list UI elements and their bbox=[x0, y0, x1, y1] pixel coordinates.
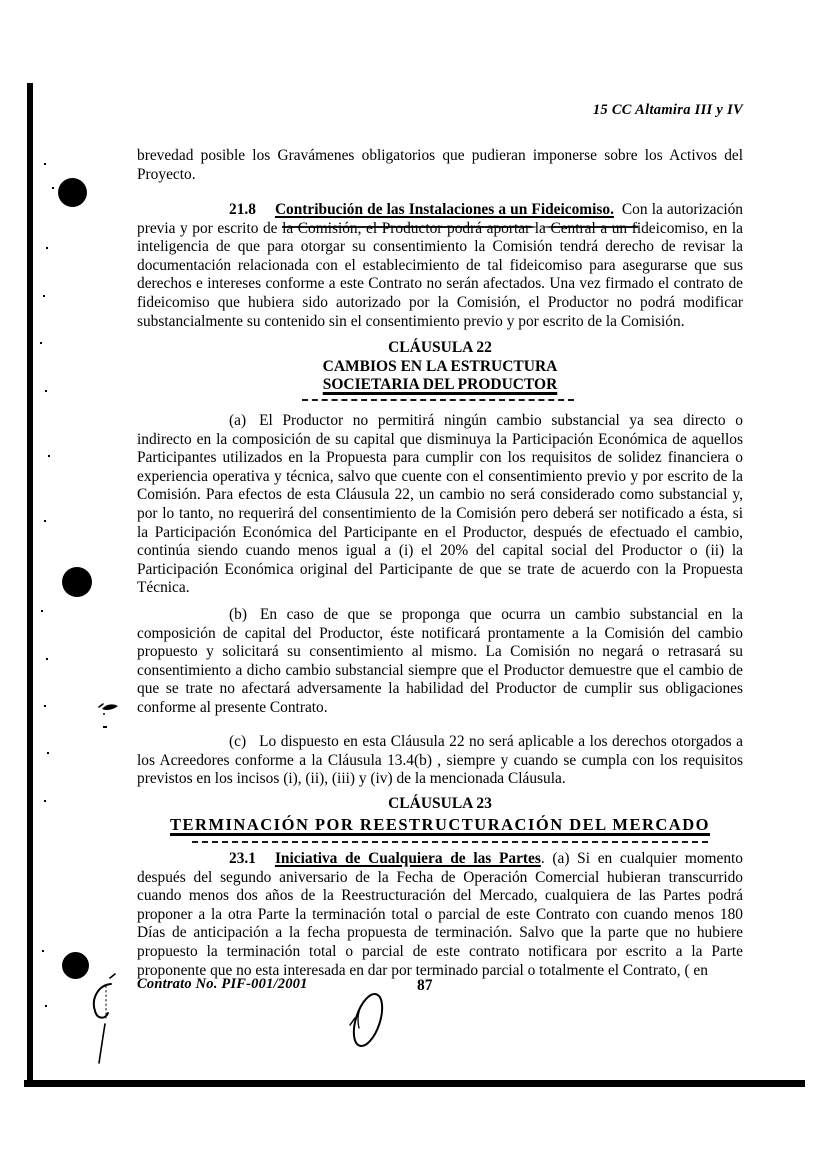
punch-hole-middle bbox=[62, 567, 92, 597]
scan-speck bbox=[103, 726, 107, 728]
footer-page-number: 87 bbox=[417, 977, 433, 994]
paragraph-b-label: (b) bbox=[229, 606, 247, 623]
paragraph-b-text: En caso de que se proponga que ocurra un cambio substancial en la composición de capital del Productor, éste notificará prontamente a la Comisión del cambio propuesto y solicitará su consentimiento al mismo. La Comisión no negará o retrasará su consentimiento a dicho cambio substancial siempre que el Productor demuestre que el cambio de que se trate no afectará adversamente la habilidad del Productor de cumplir sus obligaciones conforme al presente Contrato. bbox=[137, 606, 743, 716]
clause-22-paragraph-c bbox=[137, 733, 743, 789]
handwritten-check-mark bbox=[98, 700, 122, 716]
scan-underline-artifact bbox=[302, 399, 574, 401]
section-21-8-paragraph bbox=[137, 201, 743, 331]
clause-23-number: CLÁUSULA 23 bbox=[388, 795, 492, 812]
section-21-8-number: 21.8 bbox=[229, 201, 256, 218]
paragraph-continuation: brevedad posible los Gravámenes obligatorios que pudieran imponerse sobre los Activos del Proyecto. bbox=[137, 147, 743, 183]
punch-hole-bottom bbox=[62, 952, 89, 979]
footer-contract-number: Contrato No. PIF-001/2001 bbox=[137, 976, 308, 992]
section-21-8-title: Contribución de las Instalaciones a un Fideicomiso. bbox=[274, 201, 614, 218]
section-23-1-body: . (a) Si en cualquier momento después del segundo aniversario de la Fecha de Operación Comercial hubieran transcurrido cuando menos dos años de la Reestructuración del Mercado, cualquiera de las Partes podrá proponer a la otra Parte la terminación total o parcial de este Contrato con cuando menos 180 Días de anticipación a la fecha propuesta de terminación. Salvo que la parte que no hubiere propuesto la terminación total o parcial de este contrato notificara por escrito a la Parte proponente que no esta interesada en dar por terminado parcial o totalmente el Contrato, ( en bbox=[137, 850, 743, 979]
clause-23-title: TERMINACIÓN POR REESTRUCTURACIÓN DEL MERCADO bbox=[170, 814, 710, 834]
scan-noise-specks bbox=[44, 163, 46, 165]
scan-edge-line-left bbox=[27, 83, 33, 1087]
punch-hole-top bbox=[58, 178, 87, 207]
clause-22-paragraph-b bbox=[137, 606, 743, 718]
handwritten-margin-squiggle bbox=[86, 973, 118, 1065]
clause-22-number: CLÁUSULA 22 bbox=[388, 339, 492, 356]
paragraph-c-label: (c) bbox=[229, 733, 247, 750]
paragraph-c-text: Lo dispuesto en esta Cláusula 22 no será aplicable a los derechos otorgados a los Acreedores conforme a la Cláusula 13.4(b) , siempre y cuando se cumpla con los requisitos previstos en los incisos (i), (ii), (iii) y (iv) de la mencionada Cláusula. bbox=[137, 733, 743, 788]
section-23-1-title: Iniciativa de Cualquiera de las Partes bbox=[274, 850, 541, 867]
clause-23-heading bbox=[137, 795, 743, 835]
section-23-1-paragraph bbox=[137, 850, 743, 980]
handwritten-oval-mark bbox=[346, 990, 390, 1054]
clause-22-heading bbox=[137, 339, 743, 395]
paragraph-a-text: El Productor no permitirá ningún cambio substancial ya sea directo o indirecto en la composición de su capital que disminuya la Participación Económica de aquellos Participantes utilizados en la Propuesta para cumplir con los requisitos de solidez financiera o experiencia operativa y técnica, salvo que cuente con el consentimiento previo y por escrito de la Comisión. Para efectos de esta Cláusula 22, un cambio no será considerado como substancial y, por lo tanto, no requerirá del consentimiento de la Comisión pero deberá ser notificado a ésta, si la Participación Económica del Participante en el Productor, después de efectuado el cambio, continúa siendo cuando menos igual a (i) el 20% del capital social del Productor o (ii) la Participación Económica original del Participante de que se trate de acuerdo con la Propuesta Técnica. bbox=[137, 412, 743, 597]
scan-underline-artifact bbox=[282, 226, 638, 228]
scan-underline-artifact bbox=[192, 841, 708, 843]
scan-edge-line-bottom bbox=[24, 1080, 805, 1087]
clause-22-paragraph-a bbox=[137, 412, 743, 598]
clause-22-title-line1: CAMBIOS EN LA ESTRUCTURA bbox=[322, 357, 558, 375]
paragraph-a-label: (a) bbox=[229, 412, 247, 429]
document-reference-header: 15 CC Altamira III y IV bbox=[592, 102, 743, 118]
clause-22-title-line2: SOCIETARIA DEL PRODUCTOR bbox=[322, 376, 558, 393]
section-23-1-number: 23.1 bbox=[229, 850, 256, 867]
section-21-8-body: Con la autorización previa y por escrito de la Comisión, el Productor podrá aportar la Central a un fideicomiso, en la inteligencia de que para otorgar su consentimiento la Comisión tendrá derecho de revisar la documentación relacionada con el establecimiento de tal fideicomiso para asegurarse que sus derechos e intereses conforme a este Contrato no serán afectados. Una vez firmado el contrato de fideicomiso que hubiera sido autorizado por la Comisión, el Productor no podrá modificar substancialmente su contenido sin el consentimiento previo y por escrito de la Comisión. bbox=[137, 201, 743, 330]
